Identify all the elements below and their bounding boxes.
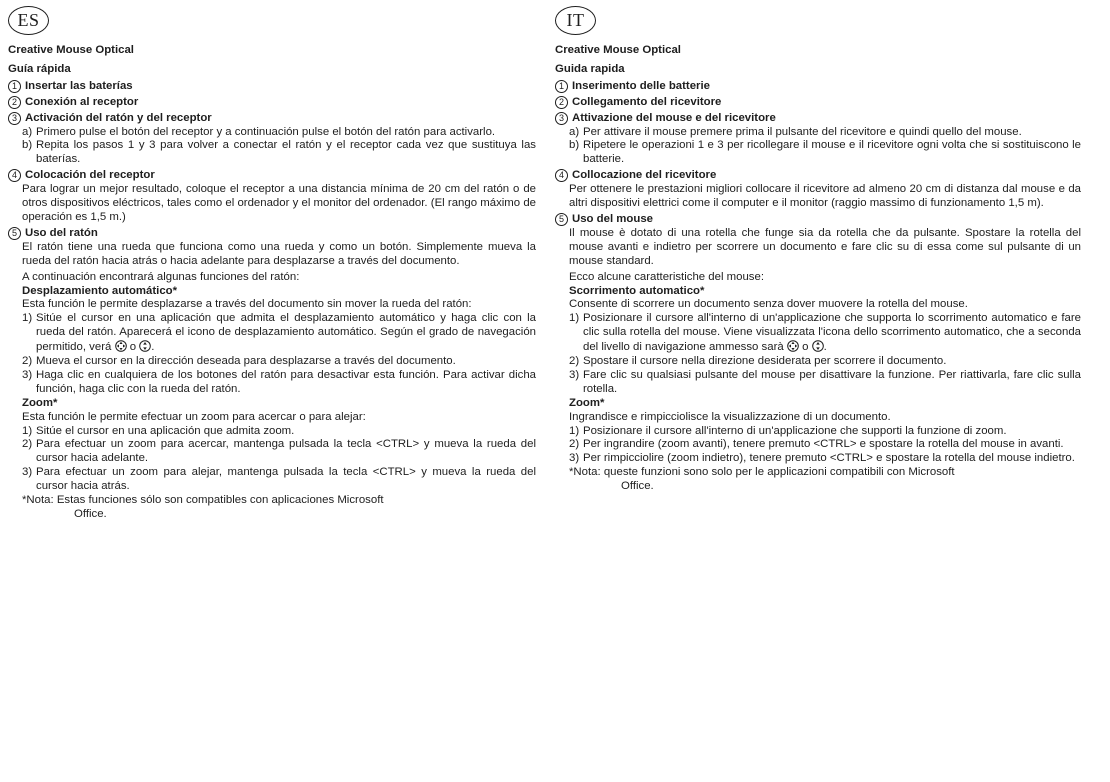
autoscroll-step-3 (555, 369, 1081, 397)
item-label: 1) (22, 424, 33, 437)
autoscroll-text: Esta función le permite desplazarse a través del documento sin mover la rueda del ratón: (22, 298, 472, 311)
note-line-1: *Nota: Estas funciones sólo son compatibles con aplicaciones Microsoft (22, 494, 384, 507)
autoscroll-2way-icon (139, 340, 151, 352)
item-text: Sitúe el cursor en una aplicación que admita el desplazamiento automático y haga clic con la rueda del ratón. Aparecerá el icono de desplazamiento automático. Según el grado de navegación permitido, verá (36, 312, 536, 354)
zoom-title: Zoom* (22, 396, 58, 409)
zoom-step-1 (555, 425, 1081, 439)
step-title: Inserimento delle batterie (572, 79, 710, 92)
step-number: 2 (8, 96, 21, 109)
autoscroll-step-3 (8, 369, 536, 397)
step-number: 3 (555, 112, 568, 125)
zoom-step-3 (555, 452, 1081, 466)
sentence-end: . (823, 341, 827, 354)
note-line-1: *Nota: queste funzioni sono solo per le applicazioni compatibili con Microsoft (569, 466, 955, 479)
zoom-title: Zoom* (569, 396, 605, 409)
zoom-text: Ingrandisce e rimpicciolisce la visualizzazione di un documento. (569, 410, 891, 423)
column-es (8, 6, 536, 522)
step-2 (8, 96, 536, 110)
note-line-2: Office. (621, 480, 654, 493)
item-text: Repita los pasos 1 y 3 para volver a conectar el ratón y el receptor cada vez que sustituya las baterías. (36, 139, 536, 166)
activation-item-a (555, 126, 1081, 140)
step-number: 2 (555, 96, 568, 109)
step-number: 1 (555, 80, 568, 93)
step-title: Collegamento del ricevitore (572, 95, 722, 108)
item-text: Ripetere le operazioni 1 e 3 per ricollegare il mouse e il ricevitore ogni volta che si sostituiscono le batterie. (583, 139, 1081, 166)
step-3 (555, 112, 1081, 126)
item-text: Sitúe el cursor en una aplicación que admita zoom. (36, 424, 295, 437)
autoscroll-step-1 (555, 312, 1081, 355)
item-label: 3) (22, 466, 33, 479)
guide-title: Guida rapida (555, 62, 625, 75)
or-word: o (129, 341, 137, 354)
item-label: b) (22, 139, 33, 152)
step-1 (555, 80, 1081, 94)
product-title: Creative Mouse Optical (555, 44, 681, 56)
item-text: Posizionare il cursore all'interno di un'applicazione che supporta lo scorrimento automatico e fare clic sulla rotella del mouse. Viene visualizzata l'icona dello scorrimento automatico, che a seconda del livello di navigazione ammesso sarà (583, 312, 1081, 354)
autoscroll-2way-icon (812, 340, 824, 352)
zoom-step-2 (8, 438, 536, 466)
guide-title: Guía rápida (8, 62, 71, 75)
item-text: Haga clic en cualquiera de los botones del ratón para desactivar esta función. Para activar dicha función, haga clic con la rueda del ratón. (36, 368, 536, 395)
item-text: Per ingrandire (zoom avanti), tenere premuto <CTRL> e spostare la rotella del mouse in avanti. (583, 438, 1064, 451)
autoscroll-4way-icon (787, 340, 799, 352)
step-title: Collocazione del ricevitore (572, 169, 717, 182)
activation-item-b (555, 139, 1081, 167)
usage-text: El ratón tiene una rueda que funciona como una rueda y como un botón. Simplemente mueva la rueda del ratón hacia atrás o hacia adelante para desplazarse a través del documento. (22, 240, 536, 267)
step-3 (8, 112, 536, 126)
item-label: a) (22, 125, 33, 138)
placement-text: Per ottenere le prestazioni migliori collocare il ricevitore ad almeno 20 cm di distanza dal mouse e da altri dispositivi elettrici come il computer e il monitor (raggio massimo di funzionamento 1,5 m). (569, 183, 1081, 210)
item-label: 1) (569, 424, 580, 437)
zoom-step-3 (8, 466, 536, 494)
sentence-end: . (151, 341, 155, 354)
item-label: b) (569, 139, 580, 152)
usage-text: Il mouse è dotato di una rotella che funge sia da rotella che da pulsante. Spostare la rotella del mouse avanti e indietro per scorrere un documento e fare clic su di essa come sul pulsante di un mouse standard. (569, 226, 1081, 267)
column-it (555, 6, 1081, 494)
step-5 (555, 213, 1081, 227)
step-title: Attivazione del mouse e del ricevitore (572, 111, 776, 124)
item-text: Per rimpicciolire (zoom indietro), tenere premuto <CTRL> e spostare la rotella del mouse indietro. (583, 452, 1075, 465)
step-number: 5 (8, 227, 21, 240)
autoscroll-step-2 (555, 355, 1081, 369)
zoom-step-2 (555, 438, 1081, 452)
zoom-step-1 (8, 425, 536, 439)
autoscroll-title: Scorrimento automatico* (569, 284, 705, 297)
item-label: 2) (569, 438, 580, 451)
item-label: 3) (22, 368, 33, 381)
step-title: Conexión al receptor (25, 95, 139, 108)
item-label: 2) (569, 355, 580, 368)
language-badge: IT (555, 6, 596, 35)
autoscroll-step-1 (8, 312, 536, 355)
usage-intro: A continuación encontrará algunas funciones del ratón: (22, 270, 300, 283)
item-label: 2) (22, 355, 33, 368)
item-label: a) (569, 125, 580, 138)
activation-item-b (8, 139, 536, 167)
zoom-text: Esta función le permite efectuar un zoom para acercar o para alejar: (22, 410, 366, 423)
item-text: Para efectuar un zoom para alejar, mantenga pulsada la tecla <CTRL> y mueva la rueda del cursor hacia atrás. (36, 466, 536, 493)
step-4 (8, 169, 536, 183)
step-number: 1 (8, 80, 21, 93)
step-number: 3 (8, 112, 21, 125)
step-title: Colocación del receptor (25, 169, 155, 182)
item-text: Posizionare il cursore all'interno di un'applicazione che supporti la funzione di zoom. (583, 424, 1007, 437)
step-1 (8, 80, 536, 94)
item-text: Primero pulse el botón del receptor y a continuación pulse el botón del ratón para activarlo. (36, 125, 496, 138)
autoscroll-step-2 (8, 355, 536, 369)
step-4 (555, 169, 1081, 183)
step-title: Insertar las baterías (25, 79, 133, 92)
autoscroll-title: Desplazamiento automático* (22, 284, 178, 297)
item-text: Mueva el cursor en la dirección deseada para desplazarse a través del documento. (36, 355, 456, 368)
step-2 (555, 96, 1081, 110)
step-title: Uso del mouse (572, 212, 654, 225)
item-label: 2) (22, 438, 33, 451)
autoscroll-4way-icon (115, 340, 127, 352)
item-label: 1) (569, 312, 580, 325)
item-label: 1) (22, 312, 33, 325)
step-title: Uso del ratón (25, 226, 98, 239)
step-5 (8, 227, 536, 241)
product-title: Creative Mouse Optical (8, 44, 134, 56)
item-text: Para efectuar un zoom para acercar, mantenga pulsada la tecla <CTRL> y mueva la rueda del cursor hacia adelante. (36, 438, 536, 465)
item-label: 3) (569, 452, 580, 465)
autoscroll-text: Consente di scorrere un documento senza dover muovere la rotella del mouse. (569, 298, 968, 311)
note-line-2: Office. (74, 508, 107, 520)
item-label: 3) (569, 368, 580, 381)
step-number: 4 (555, 169, 568, 182)
step-title: Activación del ratón y del receptor (25, 111, 212, 124)
item-text: Per attivare il mouse premere prima il pulsante del ricevitore e quindi quello del mouse. (583, 125, 1022, 138)
item-text: Fare clic su qualsiasi pulsante del mouse per disattivare la funzione. Per riattivarla, fare clic sulla rotella. (583, 368, 1081, 395)
item-text: Spostare il cursore nella direzione desiderata per scorrere il documento. (583, 355, 947, 368)
language-badge: ES (8, 6, 49, 35)
usage-intro: Ecco alcune caratteristiche del mouse: (569, 270, 765, 283)
step-number: 5 (555, 213, 568, 226)
activation-item-a (8, 126, 536, 140)
placement-text: Para lograr un mejor resultado, coloque el receptor a una distancia mínima de 20 cm del ratón o de otros dispositivos eléctricos, tales como el ordenador y el monitor del ordenador. (El rango máximo de operación es 1,5 m.) (22, 183, 536, 223)
step-number: 4 (8, 169, 21, 182)
or-word: o (802, 341, 809, 354)
